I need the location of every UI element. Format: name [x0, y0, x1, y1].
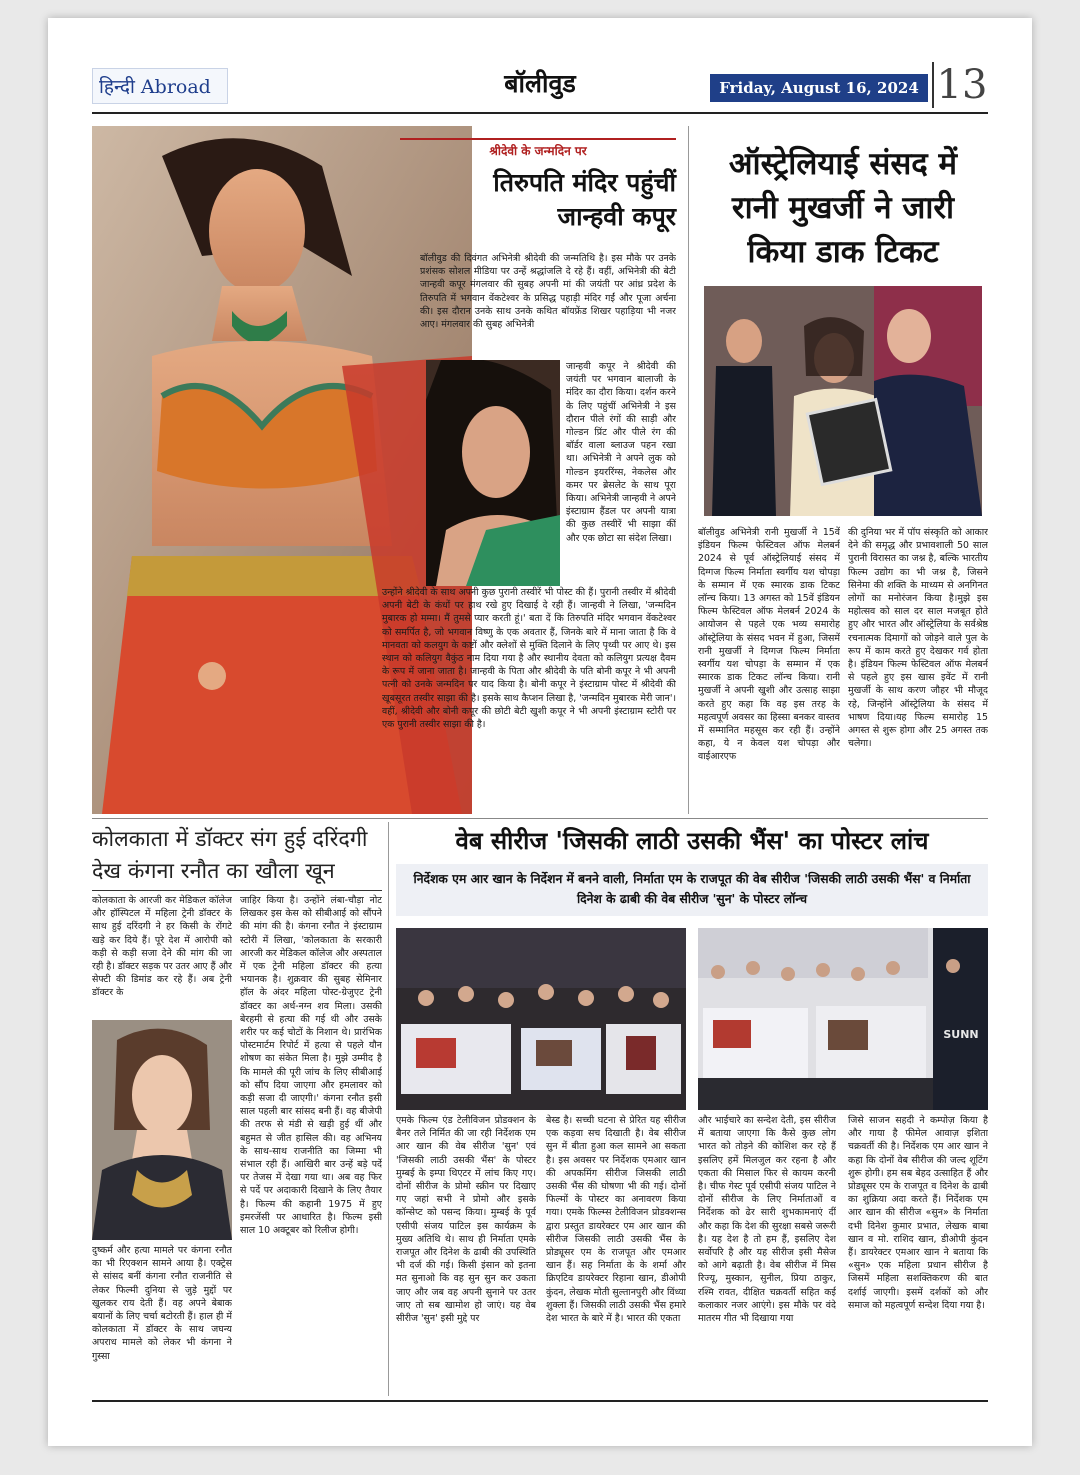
- story1-headline-line2: जान्हवी कपूर: [557, 202, 676, 231]
- sunn-banner-text: SUNN: [943, 1028, 979, 1041]
- kangana-photo: [92, 1020, 232, 1240]
- story4-deck: निर्देशक एम आर खान के निर्देशन में बनने वाली, निर्माता एम के राजपूत की वेब सीरीज 'जिसकी लाठी उसकी भैंस' व निर्माता दिनेश के ढाबी की वेब सीरीज 'सुन' के पोस्टर लॉन्च: [396, 864, 988, 916]
- story4-col4: जिसे साजन सहदी ने कम्पोज़ किया है और गाया है फीमेल आवाज़ इशिता चक्रवर्ती की है। निर्देशक एम आर खान ने कहा कि दोनों वेब सीरीज की जल्द शूटिंग शुरू होगी। हम सब बेहद उत्साहित हैं और प्रोड्यूसर एम के राजपूत व दिनेश के ढाबी का शुक्रिया अदा करते हैं। निर्देशक एम आर खान की सीरीज «सुन» के निर्माता दभी दिनेश कुमार प्रभात, लेखक बाबा खान व मो. राशिद खान, डीओपी कुंदन हैं। डायरेक्टर एमआर खान ने बताया कि «सुन» एक महिला प्रधान सीरीज है जिसमें महिला सशक्तिकरण की बात दर्शाई जाएगी। इसमें दर्शकों को और समाज को महत्वपूर्ण सन्देश दिया गया है।: [848, 1115, 988, 1311]
- story3-rule: [92, 890, 382, 891]
- story3-col1-bottom: दुष्कर्म और हत्या मामले पर कंगना रनौत का भी रिएक्शन सामने आया है। एक्ट्रेस से सांसद बनीं कंगना रनौत राजनीति से लेकर फिल्मी दुनिया से जुड़े मुद्दों पर खुलकर राय देती हैं। वह अपने बेबाक बयानों के लिए चर्चा बटोरती हैं। हाल ही में कोलकाता में डॉक्टर के साथ जघन्य अपराध मामले को लेकर भी कंगना ने गुस्सा: [92, 1245, 232, 1362]
- story3-headline-line1: कोलकाता में डॉक्टर संग हुई दरिंदगी: [92, 827, 368, 852]
- story1-para-side: जान्हवी कपूर ने श्रीदेवी की जयंती पर भगवान बालाजी के मंदिर का दौरा किया। दर्शन करने के लिए पहुंचीं अभिनेत्री ने इस दौरान पीले रंगों की साड़ी और गोल्डन प्रिंट और पीले रंग की बॉर्डर वाला ब्लाउज पहन रखा था। अभिनेत्री ने अपने लुक को गोल्डन इयररिंग्स, नेकलेस और कमर पर ब्रेसलेट के साथ पूरा किया। अभिनेत्री जान्हवी ने अपने इंस्टाग्राम हैंडल पर अपनी यात्रा की कुछ तस्वीरें भी साझा कीं और एक छोटा सा संदेश लिखा।: [566, 361, 676, 544]
- masthead-rule: [92, 112, 988, 114]
- story-divider: [92, 818, 988, 819]
- story4-col2: बेस्ड है। सच्ची घटना से प्रेरित यह सीरीज एक कड़वा सच दिखाती है। वेब सीरीज सुन में बीता हुआ कल सामने आ सकता है। इस अवसर पर निर्देशक एमआर खान की अपकमिंग सीरीज जिसकी लाठी उसकी भैंस की घोषणा भी की गई। दोनों फिल्मों के पोस्टर का अनावरण किया गया। एमके फिल्म्स टेलीविजन प्रोडक्शन्स द्वारा प्रस्तुत डायरेक्टर एम आर खान की सीरीज जिसकी लाठी उसकी भैंस के प्रोड्यूसर एम के राजपूत और एमआर खान हैं। सह निर्माता के के शर्मा और क्रिएटिव डायरेक्टर रिहाना खान, डीओपी कुंदन, लेखक मोती सुल्तानपुरी और विंध्या शुक्ला हैं। जिसकी लाठी उसकी भैंस हमारे देश भारत के बारे में है। भारत की एकता: [546, 1115, 686, 1325]
- story1-para-bottom: उन्होंने श्रीदेवी के साथ अपनी कुछ पुरानी तस्वीरें भी पोस्ट की हैं। पुरानी तस्वीर में श्रीदेवी अपनी बेटी के कंधों पर हाथ रखे हुए दिखाई दे रही हैं। जान्हवी ने लिखा, 'जन्मदिन मुबारक हो मम्मा। मैं तुमसे प्यार करती हूं।' बता दें कि तिरुपति मंदिर भगवान वेंकटेश्वर को समर्पित है, जो भगवान विष्णु के एक अवतार हैं, जिनके बारे में माना जाता है कि वे मानवता को कलयुग के कष्टों और क्लेशों से मुक्ति दिलाने के लिए पृथ्वी पर आए थे। इस स्थान को कलियुग वैकुंठ नाम दिया गया है और स्थानीय देवता को कलियुग प्रत्यक्ष दैवम के रूप में जाना जाता है। जान्हवी के पिता और श्रीदेवी के पति बोनी कपूर ने भी अपनी पत्नी को उनके जन्मदिन पर याद किया है। बोनी कपूर ने इंस्टाग्राम पोस्ट में श्रीदेवी की खूबसूरत तस्वीर साझा की है। इसके साथ कैप्शन लिखा है, 'जन्मदिन मुबारक मेरी जान'। वहीं, श्रीदेवी और बोनी कपूर की छोटी बेटी खुशी कपूर ने भी अपनी इंस्टाग्राम स्टोरी पर एक पुरानी तस्वीर साझा की है।: [382, 587, 676, 731]
- story3-col2: जाहिर किया है। उन्होंने लंबा-चौड़ा नोट लिखकर इस केस को सीबीआई को सौंपने की मांग की है। कंगना रनौत ने इंस्टाग्राम स्टोरी में लिखा, 'कोलकाता के सरकारी आरजी कर मेडिकल कॉलेज और अस्पताल में एक ट्रेनी महिला डॉक्टर की हत्या भयानक है। शुक्रवार की सुबह सेमिनार हॉल के अंदर महिला पोस्ट-ग्रेजुएट ट्रेनी डॉक्टर का अर्ध-नग्न शव मिला। उसकी बेरहमी से हत्या की गई थी और उसके शरीर पर कई चोटों के निशान थे। प्रारंभिक पोस्टमार्टम रिपोर्ट में हत्या से पहले यौन शोषण का संकेत मिला है। मुझे उम्मीद है कि मामले की पूरी जांच के लिए सीबीआई को सौंप दिया जाएगा और हमलावर को कड़ी सजा दी जाएगी।' कंगना रनौत इसी साल पहली बार सांसद बनी हैं। वह बीजेपी की तरफ से मंडी से खड़ी हुई थीं और बहुमत से जीत हासिल की। वह अभिनय के साथ-साथ राजनीति का जिम्मा भी संभाल रही हैं। आखिरी बार उन्हें बड़े पर्दे पर तेजस में देखा गया था। अब वह फिर से पर्दे पर अदाकारी दिखाने के लिए तैयार है। फिल्म की कहानी 1975 में हुए इमरजेंसी पर आधारित है। फिल्म इसी साल 10 अक्टूबर को रिलीज होगी।: [240, 895, 382, 1237]
- footer-rule: [92, 1400, 988, 1402]
- story4-col3: और भाईचारे का सन्देश देती, इस सीरीज में बताया जाएगा कि कैसे कुछ लोग भारत को तोड़ने की कोशिश कर रहे हैं इसलिए हमें मिलजुल कर रहना है और एकता की मिसाल फिर से कायम करनी है। चीफ गेस्ट पूर्व एसीपी संजय पाटिल ने दोनों सीरीज के लिए निर्माताओं व निर्देशक को ढेर सारी शुभकामनाएं दीं और कहा कि देश की सुरक्षा सबसे जरूरी है। यह देश है तो हम हैं, इसलिए देश सर्वोपरि है और यह सीरीज इसी मैसेज को आगे बढ़ाती है। वेब सीरीज में मिस रिज्यू, मुस्कान, सुनील, प्रिया ठाकुर, रश्मि रावत, दीक्षित चक्रवर्ती सहित कई कलाकार नजर आएंगे। इस मौके पर वंदे मातरम गीत भी दिखाया गया: [698, 1115, 836, 1325]
- story2-headline-line1: ऑस्ट्रेलियाई संसद में: [728, 146, 958, 182]
- kicker-rule: [400, 138, 676, 140]
- publication-logo: [92, 68, 228, 104]
- story1-headline: [400, 166, 676, 234]
- column-divider-2: [388, 822, 389, 1396]
- story3-headline-line2: देख कंगना रनौत का खौला खून: [92, 859, 335, 884]
- poster-launch-photo-2: [698, 928, 988, 1110]
- story3-headline: [92, 824, 382, 888]
- story3-col1-top: कोलकाता के आरजी कर मेडिकल कॉलेज और हॉस्पिटल में महिला ट्रेनी डॉक्टर के साथ हुई दरिंदगी ने हर किसी के रोंगटे खड़े कर दिये हैं। पूरे देश में आरोपी को कड़ी से कड़ी सजा देने की मांग की जा रही है। डॉक्टर सड़क पर उतर आए हैं और सेफ्टी की डिमांड कर रहे हैं। अब ट्रेनी डॉक्टर के: [92, 895, 232, 999]
- story1-kicker: श्रीदेवी के जन्मदिन पर: [489, 144, 587, 158]
- story1-para-top: बॉलीवुड की दिवंगत अभिनेत्री श्रीदेवी की जन्मतिथि है। इस मौके पर उनके प्रशंसक सोशल मीडिया पर उन्हें श्रद्धांजलि दे रहे हैं। वहीं, अभिनेत्री की बेटी जान्हवी कपूर मंगलवार की सुबह अपनी मां की जयंती पर आंध्र प्रदेश के तिरुपति में भगवान वेंकटेश्वर के प्रसिद्ध पहाड़ी मंदिर गईं और पूजा अर्चना की। इस दौरान उनके साथ उनके कथित बॉयफ्रेंड शिखर पहाड़िया भी नजर आए। मंगलवार की सुबह अभिनेत्री: [420, 253, 676, 331]
- story2-headline: [698, 142, 988, 274]
- poster-launch-photo-1: [396, 928, 686, 1110]
- section-title: बॉलीवुड: [504, 69, 576, 98]
- janhvi-inset-photo: [426, 360, 560, 586]
- story2-col1: बॉलीवुड अभिनेत्री रानी मुखर्जी ने 15वें इंडियन फिल्म फेस्टिवल ऑफ मेलबर्न 2024 से पूर्व ऑस्ट्रेलियाई संसद में दिग्गज फिल्म निर्माता स्वर्गीय यश चोपड़ा के सम्मान में एक स्मारक डाक टिकट लॉन्च किया। 13 अगस्त को 15वें इंडियन फिल्म फेस्टिवल ऑफ मेलबर्न 2024 के आयोजन से पहले एक भव्य समारोह ऑस्ट्रेलिया के संसद भवन में हुआ, जिसमें रानी मुखर्जी ने दिग्गज फिल्म निर्माता स्वर्गीय यश चोपड़ा के सम्मान में एक स्मारक डाक टिकट लॉन्च किया। रानी मुखर्जी ने अपनी खुशी और उत्साह साझा करते हुए कहा कि वह इस तरह के महत्वपूर्ण अवसर का हिस्सा बनकर वास्तव में सम्मानित महसूस कर रही हैं। उन्होंने कहा, ये न केवल यश चोपड़ा और वाईआरएफ: [698, 527, 840, 763]
- story4-headline: वेब सीरीज 'जिसकी लाठी उसकी भैंस' का पोस्टर लांच: [455, 826, 929, 855]
- story2-col2: की दुनिया भर में पॉप संस्कृति को आकार देने की समृद्ध और प्रभावशाली 50 साल पुरानी विरासत का जश्न है, बल्कि भारतीय फिल्म उद्योग का भी जश्न है, जिसने सिनेमा की शक्ति के माध्यम से अनगिनत लोगों का मनोरंजन किया है।मुझे इस महोत्सव को साल दर साल मजबूत होते हुए और भारत और ऑस्ट्रेलिया के सर्वश्रेष्ठ रचनात्मक दिमागों को जोड़ने वाले पुल के रूप में काम करते हुए देखकर गर्व होता है। इंडियन फिल्म फेस्टिवल ऑफ मेलबर्न से पहले हुए इस खास इवेंट में रानी मुखर्जी के साथ करण जौहर भी मौजूद रहे, जिन्होंने ऑस्ट्रेलिया के संसद में भाषण दिया।यह फिल्म समारोह 15 अगस्त से शुरू होगा और 25 अगस्त तक चलेगा।: [848, 527, 988, 750]
- story4-col1: एमके फिल्म एंड टेलीविजन प्रोडक्शन के बैनर तले निर्मित की जा रही निर्देशक एम आर खान की वेब सीरीज 'सुन' एवं 'जिसकी लाठी उसकी भैंस' के पोस्टर मुम्बई के इम्पा थिएटर में लांच किए गए। दोनों सीरीज के प्रोमो स्क्रीन पर दिखाए गए जहां सभी ने प्रोमो और इसके कॉन्सेप्ट को पसन्द किया। मुम्बई के पूर्व एसीपी संजय पाटिल इस कार्यक्रम के मुख्य अतिथि थे। साथ ही निर्माता एमके राजपूत और दिनेश के ढाबी की उपस्थिति भी दर्ज की गई। किसी इंसान को इतना मत सुनाओ कि वह सुन सुन कर उकता जाए और जब वह अपनी सुनाने पर उतर जाए तो सब खामोश हो जाएं। यह वेब सीरीज 'सुन' इसी मुद्दे पर: [396, 1115, 536, 1325]
- story2-headline-line3: किया डाक टिकट: [747, 234, 939, 270]
- issue-date: Friday, August 16, 2024: [710, 74, 928, 102]
- column-divider: [688, 126, 689, 814]
- logo-text: हिन्दी Abroad: [99, 76, 211, 98]
- page-number: 13: [932, 62, 990, 108]
- rani-stamp-photo: [704, 286, 982, 516]
- story2-headline-line2: रानी मुखर्जी ने जारी: [731, 190, 955, 226]
- story1-headline-line1: तिरुपति मंदिर पहुंचीं: [493, 168, 676, 197]
